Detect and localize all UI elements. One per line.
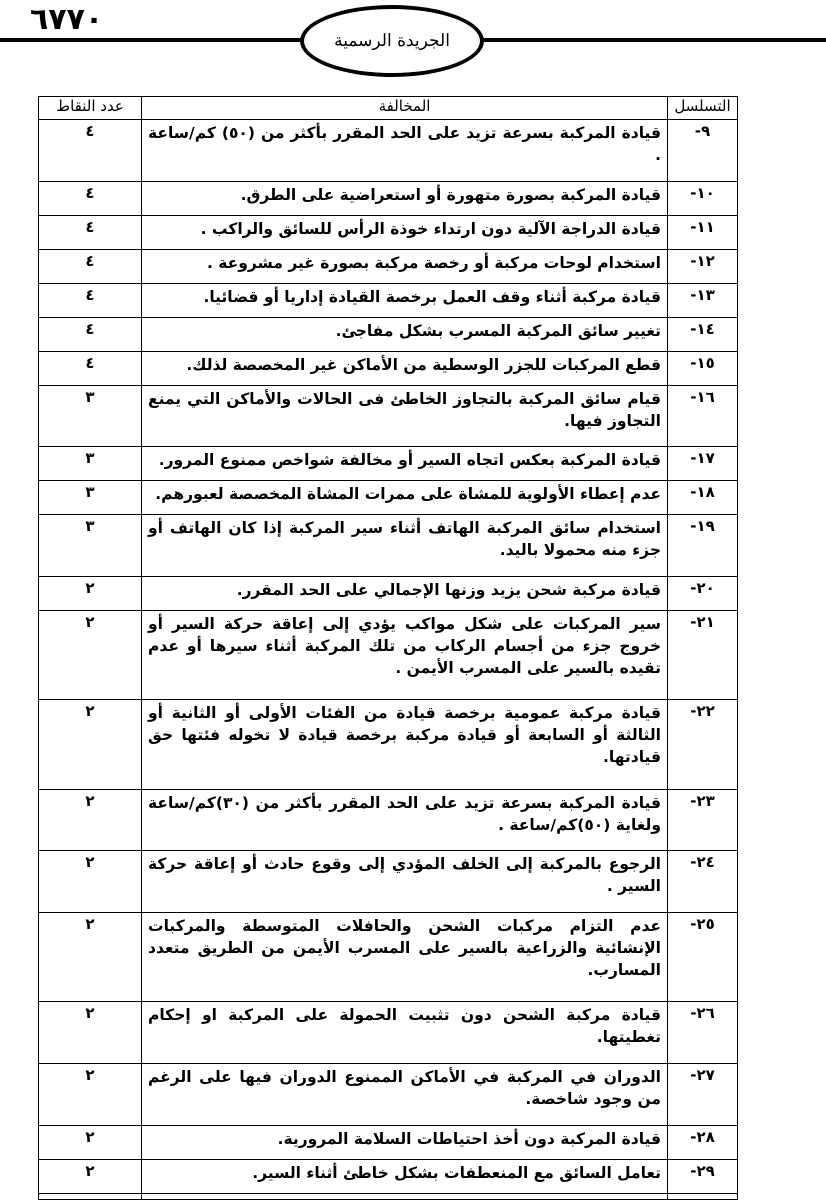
table-row [39, 1002, 738, 1064]
row-sequence: ٢٦- [668, 1002, 738, 1064]
row-violation-text: استخدام لوحات مركبة أو رخصة مركبة بصورة غير مشروعة . [142, 249, 668, 283]
row-sequence: ٢٠- [668, 576, 738, 610]
gazette-title-oval [300, 5, 484, 77]
row-points: ٣ [39, 481, 142, 515]
row-sequence: ٢١- [668, 610, 738, 699]
row-points: ٤ [39, 317, 142, 351]
table-row [39, 1063, 738, 1125]
row-violation-text: قيادة مركبة الشحن دون تثبيت الحمولة على المركبة او إحكام تغطيتها. [142, 1002, 668, 1064]
row-violation-text: الدوران في المركبة في الأماكن الممنوع الدوران فيها على الرغم من وجود شاخصة. [142, 1063, 668, 1125]
row-violation-text: قيادة مركبة أثناء وقف العمل برخصة القيادة إداريا أو قضائيا. [142, 283, 668, 317]
row-sequence: ١٩- [668, 515, 738, 577]
row-points: ٢ [39, 1159, 142, 1193]
row-points: ٢ [39, 1002, 142, 1064]
table-row [39, 1159, 738, 1193]
row-points: ٢ [39, 789, 142, 851]
row-violation-text: سير المركبات على شكل مواكب يؤدي إلى إعاقة حركة السير أو خروج جزء من أجسام الركاب من تلك المركبة أثناء سيرها أو عدم تقيده بالسير على المسرب الأيمن . [142, 610, 668, 699]
row-violation-text: قيادة المركبة بعكس اتجاه السير أو مخالفة شواخص ممنوع المرور. [142, 447, 668, 481]
row-points: ٢ [39, 851, 142, 913]
row-sequence: ١٦- [668, 385, 738, 447]
header-sequence: التسلسل [668, 97, 738, 120]
row-sequence: ١٢- [668, 249, 738, 283]
row-points: ٢ [39, 912, 142, 1001]
row-points: ٤ [39, 283, 142, 317]
row-points: ٢ [39, 610, 142, 699]
table-row [39, 283, 738, 317]
table-row [39, 481, 738, 515]
table-row [39, 912, 738, 1001]
row-points: ٣ [39, 515, 142, 577]
row-sequence: ١٣- [668, 283, 738, 317]
row-violation-text: قيادة مركبة شحن يزيد وزنها الإجمالي على الحد المقرر. [142, 576, 668, 610]
row-sequence: ١٠- [668, 181, 738, 215]
table-filler-row [39, 1193, 738, 1199]
page-number: ٦٧٧٠ [30, 2, 104, 37]
table-row [39, 249, 738, 283]
header-points: عدد النقاط [39, 97, 142, 120]
table-header-row [39, 97, 738, 120]
table-row [39, 215, 738, 249]
row-violation-text: قيادة المركبة بسرعة تزيد على الحد المقرر بأكثر من (٥٠) كم/ساعة . [142, 120, 668, 182]
row-violation-text: قيادة المركبة دون أخذ احتياطات السلامة المرورية. [142, 1125, 668, 1159]
table-row [39, 181, 738, 215]
row-sequence: ٢٧- [668, 1063, 738, 1125]
row-violation-text: تعامل السائق مع المنعطفات بشكل خاطئ أثناء السير. [142, 1159, 668, 1193]
row-points: ٣ [39, 447, 142, 481]
table-row [39, 610, 738, 699]
row-sequence: ١٥- [668, 351, 738, 385]
empty-cell [39, 1193, 142, 1199]
row-points: ٣ [39, 385, 142, 447]
row-points: ٢ [39, 1125, 142, 1159]
table-row [39, 317, 738, 351]
table-row [39, 789, 738, 851]
row-sequence: ٢٥- [668, 912, 738, 1001]
row-points: ٤ [39, 215, 142, 249]
row-points: ٢ [39, 1063, 142, 1125]
row-sequence: ٢٣- [668, 789, 738, 851]
row-sequence: ٢٤- [668, 851, 738, 913]
row-violation-text: قيادة الدراجة الآلية دون ارتداء خوذة الرأس للسائق والراكب . [142, 215, 668, 249]
row-points: ٤ [39, 249, 142, 283]
row-sequence: ١٧- [668, 447, 738, 481]
empty-cell [668, 1193, 738, 1199]
table-row [39, 351, 738, 385]
row-violation-text: عدم إعطاء الأولوية للمشاة على ممرات المشاة المخصصة لعبورهم. [142, 481, 668, 515]
row-points: ٤ [39, 181, 142, 215]
table-row [39, 120, 738, 182]
row-points: ٤ [39, 351, 142, 385]
row-sequence: ١٨- [668, 481, 738, 515]
row-points: ٢ [39, 700, 142, 789]
row-sequence: ٢٢- [668, 700, 738, 789]
row-violation-text: قيادة المركبة بصورة متهورة أو استعراضية على الطرق. [142, 181, 668, 215]
row-violation-text: تغيير سائق المركبة المسرب بشكل مفاجئ. [142, 317, 668, 351]
row-violation-text: قيادة مركبة عمومية برخصة قيادة من الفئات الأولى أو الثانية أو الثالثة أو السابعة أو قيادة مركبة برخصة قيادة لا تخوله فئتها حق قيادتها. [142, 700, 668, 789]
row-points: ٤ [39, 120, 142, 182]
row-violation-text: قطع المركبات للجزر الوسطية من الأماكن غير المخصصة لذلك. [142, 351, 668, 385]
row-sequence: ٢٩- [668, 1159, 738, 1193]
row-sequence: ٢٨- [668, 1125, 738, 1159]
table-row [39, 447, 738, 481]
row-violation-text: استخدام سائق المركبة الهاتف أثناء سير المركبة إذا كان الهاتف أو جزء منه محمولا باليد. [142, 515, 668, 577]
table-row [39, 851, 738, 913]
row-violation-text: قيادة المركبة بسرعة تزيد على الحد المقرر بأكثر من (٣٠)كم/ساعة ولغاية (٥٠)كم/ساعة . [142, 789, 668, 851]
table-row [39, 576, 738, 610]
empty-cell [142, 1193, 668, 1199]
row-violation-text: الرجوع بالمركبة إلى الخلف المؤدي إلى وقوع حادث أو إعاقة حركة السير . [142, 851, 668, 913]
violations-table [38, 96, 738, 1200]
table-row [39, 515, 738, 577]
table-row [39, 385, 738, 447]
header-violation: المخالفة [142, 97, 668, 120]
gazette-title: الجريدة الرسمية [334, 31, 450, 51]
table-row [39, 1125, 738, 1159]
row-violation-text: قيام سائق المركبة بالتجاوز الخاطئ فى الحالات والأماكن التي يمنع التجاوز فيها. [142, 385, 668, 447]
row-sequence: ١٤- [668, 317, 738, 351]
row-sequence: ١١- [668, 215, 738, 249]
row-violation-text: عدم التزام مركبات الشحن والحافلات المتوسطة والمركبات الإنشائية والزراعية بالسير على المسرب الأيمن من الطريق متعدد المسارب. [142, 912, 668, 1001]
row-sequence: ٩- [668, 120, 738, 182]
row-points: ٢ [39, 576, 142, 610]
table-row [39, 700, 738, 789]
